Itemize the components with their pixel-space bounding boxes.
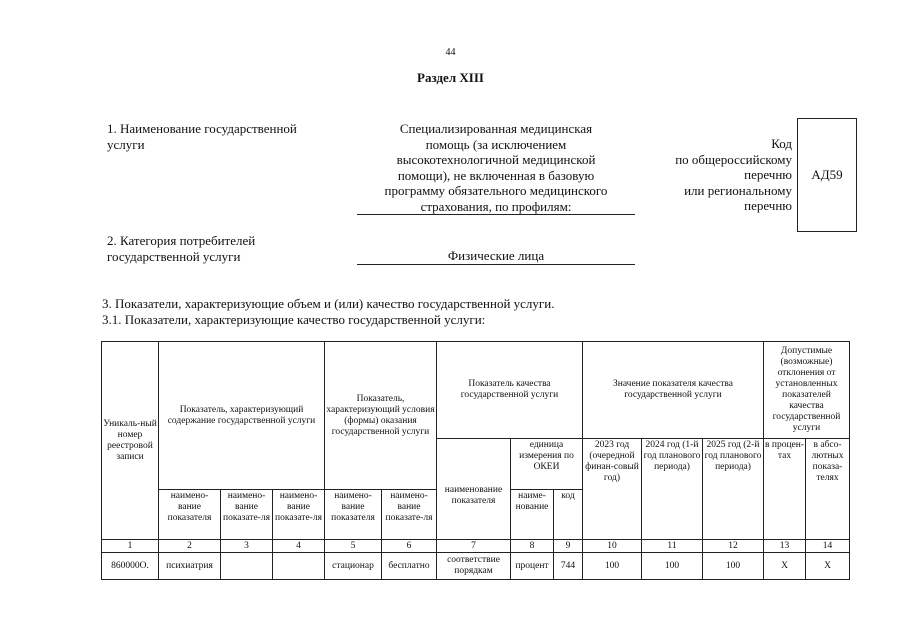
- year-2025-header: 2025 год (2-й год планового периода): [703, 439, 764, 540]
- column-number: 5: [325, 540, 382, 553]
- quality-group-header: Показатель качества государственной услуги: [437, 342, 583, 439]
- deviation-percent-cell: Х: [764, 553, 806, 580]
- deviation-group-header: Допустимые (возможные) отклонения от установленных показателей качества государственной услуги: [764, 342, 850, 439]
- conditions-cell: бесплатно: [382, 553, 437, 580]
- unit-code-cell: 744: [554, 553, 583, 580]
- page-number: 44: [445, 47, 456, 58]
- column-number: 8: [511, 540, 554, 553]
- code-box: [797, 118, 857, 232]
- registry-cell: 860000О.: [102, 553, 159, 580]
- registry-header: Уникаль-ный номер реестровой записи: [102, 342, 159, 540]
- value-2024-cell: 100: [642, 553, 703, 580]
- service-name-value: [357, 121, 635, 215]
- value-group-header: Значение показателя качества государственной услуги: [583, 342, 764, 439]
- unit-name-cell: процент: [511, 553, 554, 580]
- column-number: 7: [437, 540, 511, 553]
- indicator-name-header: наименование показателя: [437, 439, 511, 540]
- service-name-line: помощи), не включенная в базовую: [397, 167, 595, 183]
- service-name-label-line: услуги: [107, 136, 145, 152]
- deviation-absolute-header: в абсо-лютных показа-телях: [806, 439, 850, 540]
- unit-code-header: код: [554, 490, 583, 540]
- content-sub-header: наимено-вание показателя: [159, 490, 221, 540]
- section-title: Раздел XIII: [417, 70, 484, 85]
- column-number: 10: [583, 540, 642, 553]
- conditions-group-header: Показатель, характеризующий условия (формы) оказания государственной услуги: [325, 342, 437, 490]
- section-3-title: 3. Показатели, характеризующие объем и (или) качество государственной услуги.: [102, 296, 555, 311]
- column-number: 3: [221, 540, 273, 553]
- table-row: [102, 553, 850, 580]
- content-cell: психиатрия: [159, 553, 221, 580]
- consumer-category-label-line: 2. Категория потребителей: [107, 233, 256, 248]
- column-number: 12: [703, 540, 764, 553]
- year-2023-header: 2023 год (очередной финан-совый год): [583, 439, 642, 540]
- column-number-row: [102, 540, 850, 553]
- content-group-header: Показатель, характеризующий содержание государственной услуги: [159, 342, 325, 490]
- content-sub-header: наимено-вание показате-ля: [221, 490, 273, 540]
- indicator-cell: соответствие порядкам: [437, 553, 511, 580]
- code-value: АД59: [811, 167, 843, 182]
- service-name-line: помощь (за исключением: [425, 136, 567, 152]
- unit-group-header: единица измерения по ОКЕИ: [511, 439, 583, 490]
- service-name-line: страхования, по профилям:: [357, 199, 635, 216]
- column-number: 14: [806, 540, 850, 553]
- code-label-line: Код: [771, 136, 792, 151]
- content-cell: [273, 553, 325, 580]
- service-name-line: высокотехнологичной медицинской: [396, 152, 596, 167]
- year-2024-header: 2024 год (1-й год планового периода): [642, 439, 703, 540]
- conditions-sub-header: наимено-вание показателя: [325, 490, 382, 540]
- deviation-absolute-cell: Х: [806, 553, 850, 580]
- code-label-line: перечню: [744, 198, 792, 213]
- service-name-line: Специализированная медицинская: [399, 121, 593, 136]
- consumer-category-label: [107, 233, 347, 264]
- service-name-line: программу обязательного медицинского: [384, 183, 608, 198]
- quality-indicators-table: [101, 341, 850, 580]
- code-label-line: по общероссийскому: [675, 151, 792, 167]
- section-3-1-title: 3.1. Показатели, характеризующие качество государственной услуги:: [102, 312, 486, 327]
- column-number: 1: [102, 540, 159, 553]
- code-label-line: перечню: [744, 167, 792, 182]
- consumer-category-value: Физические лица: [357, 248, 635, 265]
- content-cell: [221, 553, 273, 580]
- unit-name-header: наиме-нование: [511, 490, 554, 540]
- column-number: 2: [159, 540, 221, 553]
- service-name-label: [107, 121, 347, 152]
- value-2023-cell: 100: [583, 553, 642, 580]
- column-number: 6: [382, 540, 437, 553]
- column-number: 9: [554, 540, 583, 553]
- service-name-label-line: 1. Наименование государственной: [107, 121, 297, 136]
- deviation-percent-header: в процен-тах: [764, 439, 806, 540]
- content-sub-header: наимено-вание показате-ля: [273, 490, 325, 540]
- column-number: 11: [642, 540, 703, 553]
- code-label: [640, 136, 792, 214]
- value-2025-cell: 100: [703, 553, 764, 580]
- column-number: 13: [764, 540, 806, 553]
- conditions-cell: стационар: [325, 553, 382, 580]
- column-number: 4: [273, 540, 325, 553]
- code-label-line: или региональному: [684, 182, 792, 198]
- conditions-sub-header: наимено-вание показате-ля: [382, 490, 437, 540]
- consumer-category-label-line: государственной услуги: [107, 248, 241, 264]
